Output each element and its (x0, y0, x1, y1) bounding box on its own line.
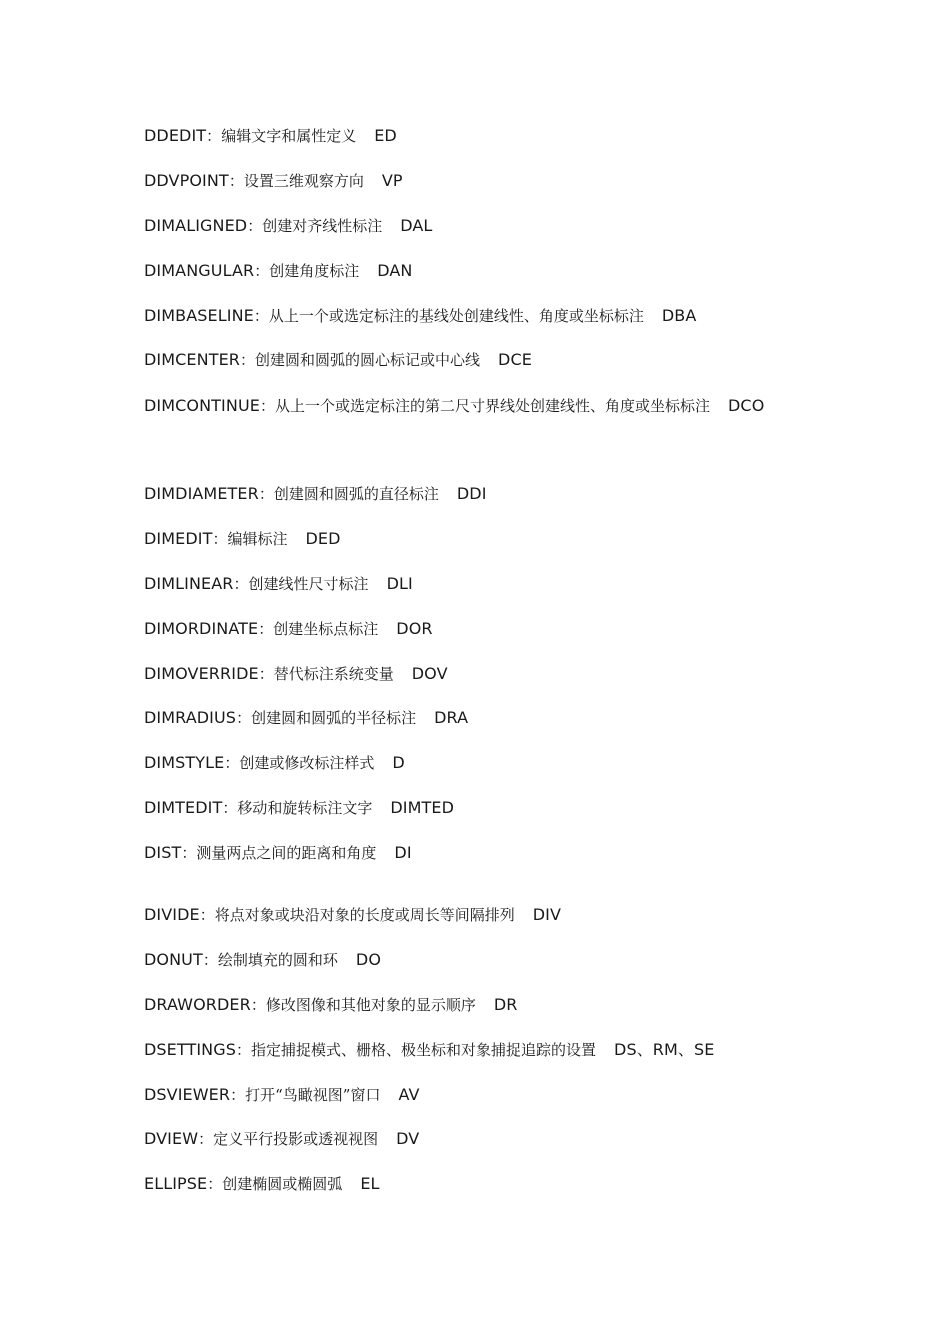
command-entry-dimoverride (144, 664, 824, 685)
command-description: 绘制填充的圆和环 (217, 951, 338, 969)
command-name: DRAWORDER (144, 995, 251, 1014)
separator: ： (230, 1086, 246, 1104)
command-description: 指定捕捉模式、栅格、极坐标和对象捕捉追踪的设置 (251, 1041, 597, 1059)
command-description: 编辑文字和属性定义 (221, 127, 357, 145)
command-alias: DIV (532, 905, 562, 924)
command-description: 定义平行投影或透视视图 (213, 1130, 379, 1148)
separator: ： (198, 1130, 214, 1148)
command-name: DIMLINEAR (144, 574, 234, 593)
command-name: DIVIDE (144, 905, 200, 924)
command-name: DIST (144, 843, 182, 862)
command-entry-ddvpoint (144, 171, 824, 192)
command-alias: DED (305, 529, 341, 548)
command-name: DSETTINGS (144, 1040, 236, 1059)
command-alias: DAL (400, 216, 433, 235)
command-entry-dimaligned (144, 216, 824, 237)
command-name: DIMCENTER (144, 350, 240, 369)
separator: ： (259, 397, 275, 415)
command-alias: DI (394, 843, 412, 862)
command-entry-dimedit (144, 529, 824, 550)
command-entry-ellipse (144, 1174, 824, 1195)
command-entry-dimbaseline (144, 306, 824, 327)
separator: ： (206, 127, 222, 145)
separator: ： (236, 709, 252, 727)
separator: ： (250, 996, 266, 1014)
command-description: 创建线性尺寸标注 (248, 575, 369, 593)
separator: ： (247, 217, 263, 235)
command-alias: DR (493, 995, 518, 1014)
command-description: 移动和旋转标注文字 (237, 799, 373, 817)
separator: ： (222, 799, 238, 817)
command-alias: DDI (456, 484, 487, 503)
command-alias: DIMTED (390, 798, 455, 817)
command-alias: DOR (396, 619, 433, 638)
command-name: DIMDIAMETER (144, 484, 259, 503)
command-entry-dimradius (144, 708, 824, 729)
command-entry-dimcenter (144, 350, 824, 371)
command-description: 设置三维观察方向 (243, 172, 364, 190)
command-entry-dimtedit (144, 798, 824, 819)
separator: ： (254, 262, 270, 280)
command-entry-dimstyle (144, 753, 824, 774)
separator: ： (258, 485, 274, 503)
command-name: DIMSTYLE (144, 753, 225, 772)
command-alias: DRA (434, 708, 469, 727)
separator: ： (181, 844, 197, 862)
separator: ： (258, 665, 274, 683)
command-name: DIMRADIUS (144, 708, 237, 727)
command-name: DIMBASELINE (144, 306, 254, 325)
command-description: 创建椭圆或椭圆弧 (222, 1175, 343, 1193)
command-name: ELLIPSE (144, 1174, 208, 1193)
command-entry-divide (144, 905, 824, 926)
separator: ： (236, 1041, 252, 1059)
command-name: DIMALIGNED (144, 216, 248, 235)
command-description: 编辑标注 (227, 530, 288, 548)
command-alias: DBA (661, 306, 697, 325)
command-alias: DOV (411, 664, 448, 683)
command-name: DIMEDIT (144, 529, 213, 548)
separator: ： (258, 620, 274, 638)
command-entry-dview (144, 1129, 824, 1150)
separator: ： (233, 575, 249, 593)
separator: ： (224, 754, 240, 772)
command-alias: AV (398, 1085, 420, 1104)
command-entry-dimlinear (144, 574, 824, 595)
command-alias: EL (360, 1174, 380, 1193)
command-alias: DV (396, 1129, 420, 1148)
command-entry-dimdiameter (144, 484, 824, 505)
command-description: 创建圆和圆弧的直径标注 (273, 485, 439, 503)
command-name: DDVPOINT (144, 171, 229, 190)
command-alias: DAN (377, 261, 413, 280)
command-description: 测量两点之间的距离和角度 (196, 844, 377, 862)
command-alias: DCO (728, 396, 765, 415)
separator: ： (207, 1175, 223, 1193)
command-description: 创建对齐线性标注 (262, 217, 383, 235)
command-entry-ddedit (144, 126, 824, 147)
command-entry-dsettings (144, 1040, 824, 1061)
command-entry-dsviewer (144, 1085, 824, 1106)
command-description: 从上一个或选定标注的第二尺寸界线处创建线性、角度或坐标标注 (274, 397, 710, 415)
command-name: DIMCONTINUE (144, 396, 260, 415)
command-description: 创建角度标注 (269, 262, 360, 280)
separator: ： (202, 951, 218, 969)
command-description: 创建或修改标注样式 (239, 754, 375, 772)
command-description: 将点对象或块沿对象的长度或周长等间隔排列 (214, 906, 515, 924)
command-entry-dimangular (144, 261, 824, 282)
command-description: 创建圆和圆弧的圆心标记或中心线 (255, 351, 481, 369)
command-name: DSVIEWER (144, 1085, 231, 1104)
separator: ： (199, 906, 215, 924)
command-name: DIMTEDIT (144, 798, 223, 817)
command-description: 修改图像和其他对象的显示顺序 (265, 996, 476, 1014)
command-name: DONUT (144, 950, 203, 969)
command-name: DDEDIT (144, 126, 207, 145)
command-alias: ED (374, 126, 397, 145)
separator: ： (253, 307, 269, 325)
command-entry-dist (144, 843, 824, 864)
separator: ： (212, 530, 228, 548)
command-name: DIMANGULAR (144, 261, 255, 280)
command-description: 创建圆和圆弧的半径标注 (251, 709, 417, 727)
command-alias: DCE (498, 350, 532, 369)
command-name: DVIEW (144, 1129, 199, 1148)
command-description: 从上一个或选定标注的基线处创建线性、角度或坐标标注 (268, 307, 644, 325)
command-entry-dimordinate (144, 619, 824, 640)
command-alias: VP (381, 171, 403, 190)
command-alias: DO (355, 950, 382, 969)
command-entry-donut (144, 950, 824, 971)
command-entry-draworder (144, 995, 824, 1016)
command-alias: DS、RM、SE (614, 1040, 715, 1059)
command-description: 打开“鸟瞰视图”窗口 (245, 1086, 381, 1104)
command-name: DIMOVERRIDE (144, 664, 259, 683)
separator: ： (228, 172, 244, 190)
command-name: DIMORDINATE (144, 619, 259, 638)
command-description: 创建坐标点标注 (273, 620, 379, 638)
command-description: 替代标注系统变量 (273, 665, 394, 683)
command-alias: DLI (386, 574, 413, 593)
separator: ： (240, 351, 256, 369)
command-alias: D (392, 753, 405, 772)
command-entry-dimcontinue (144, 383, 816, 429)
